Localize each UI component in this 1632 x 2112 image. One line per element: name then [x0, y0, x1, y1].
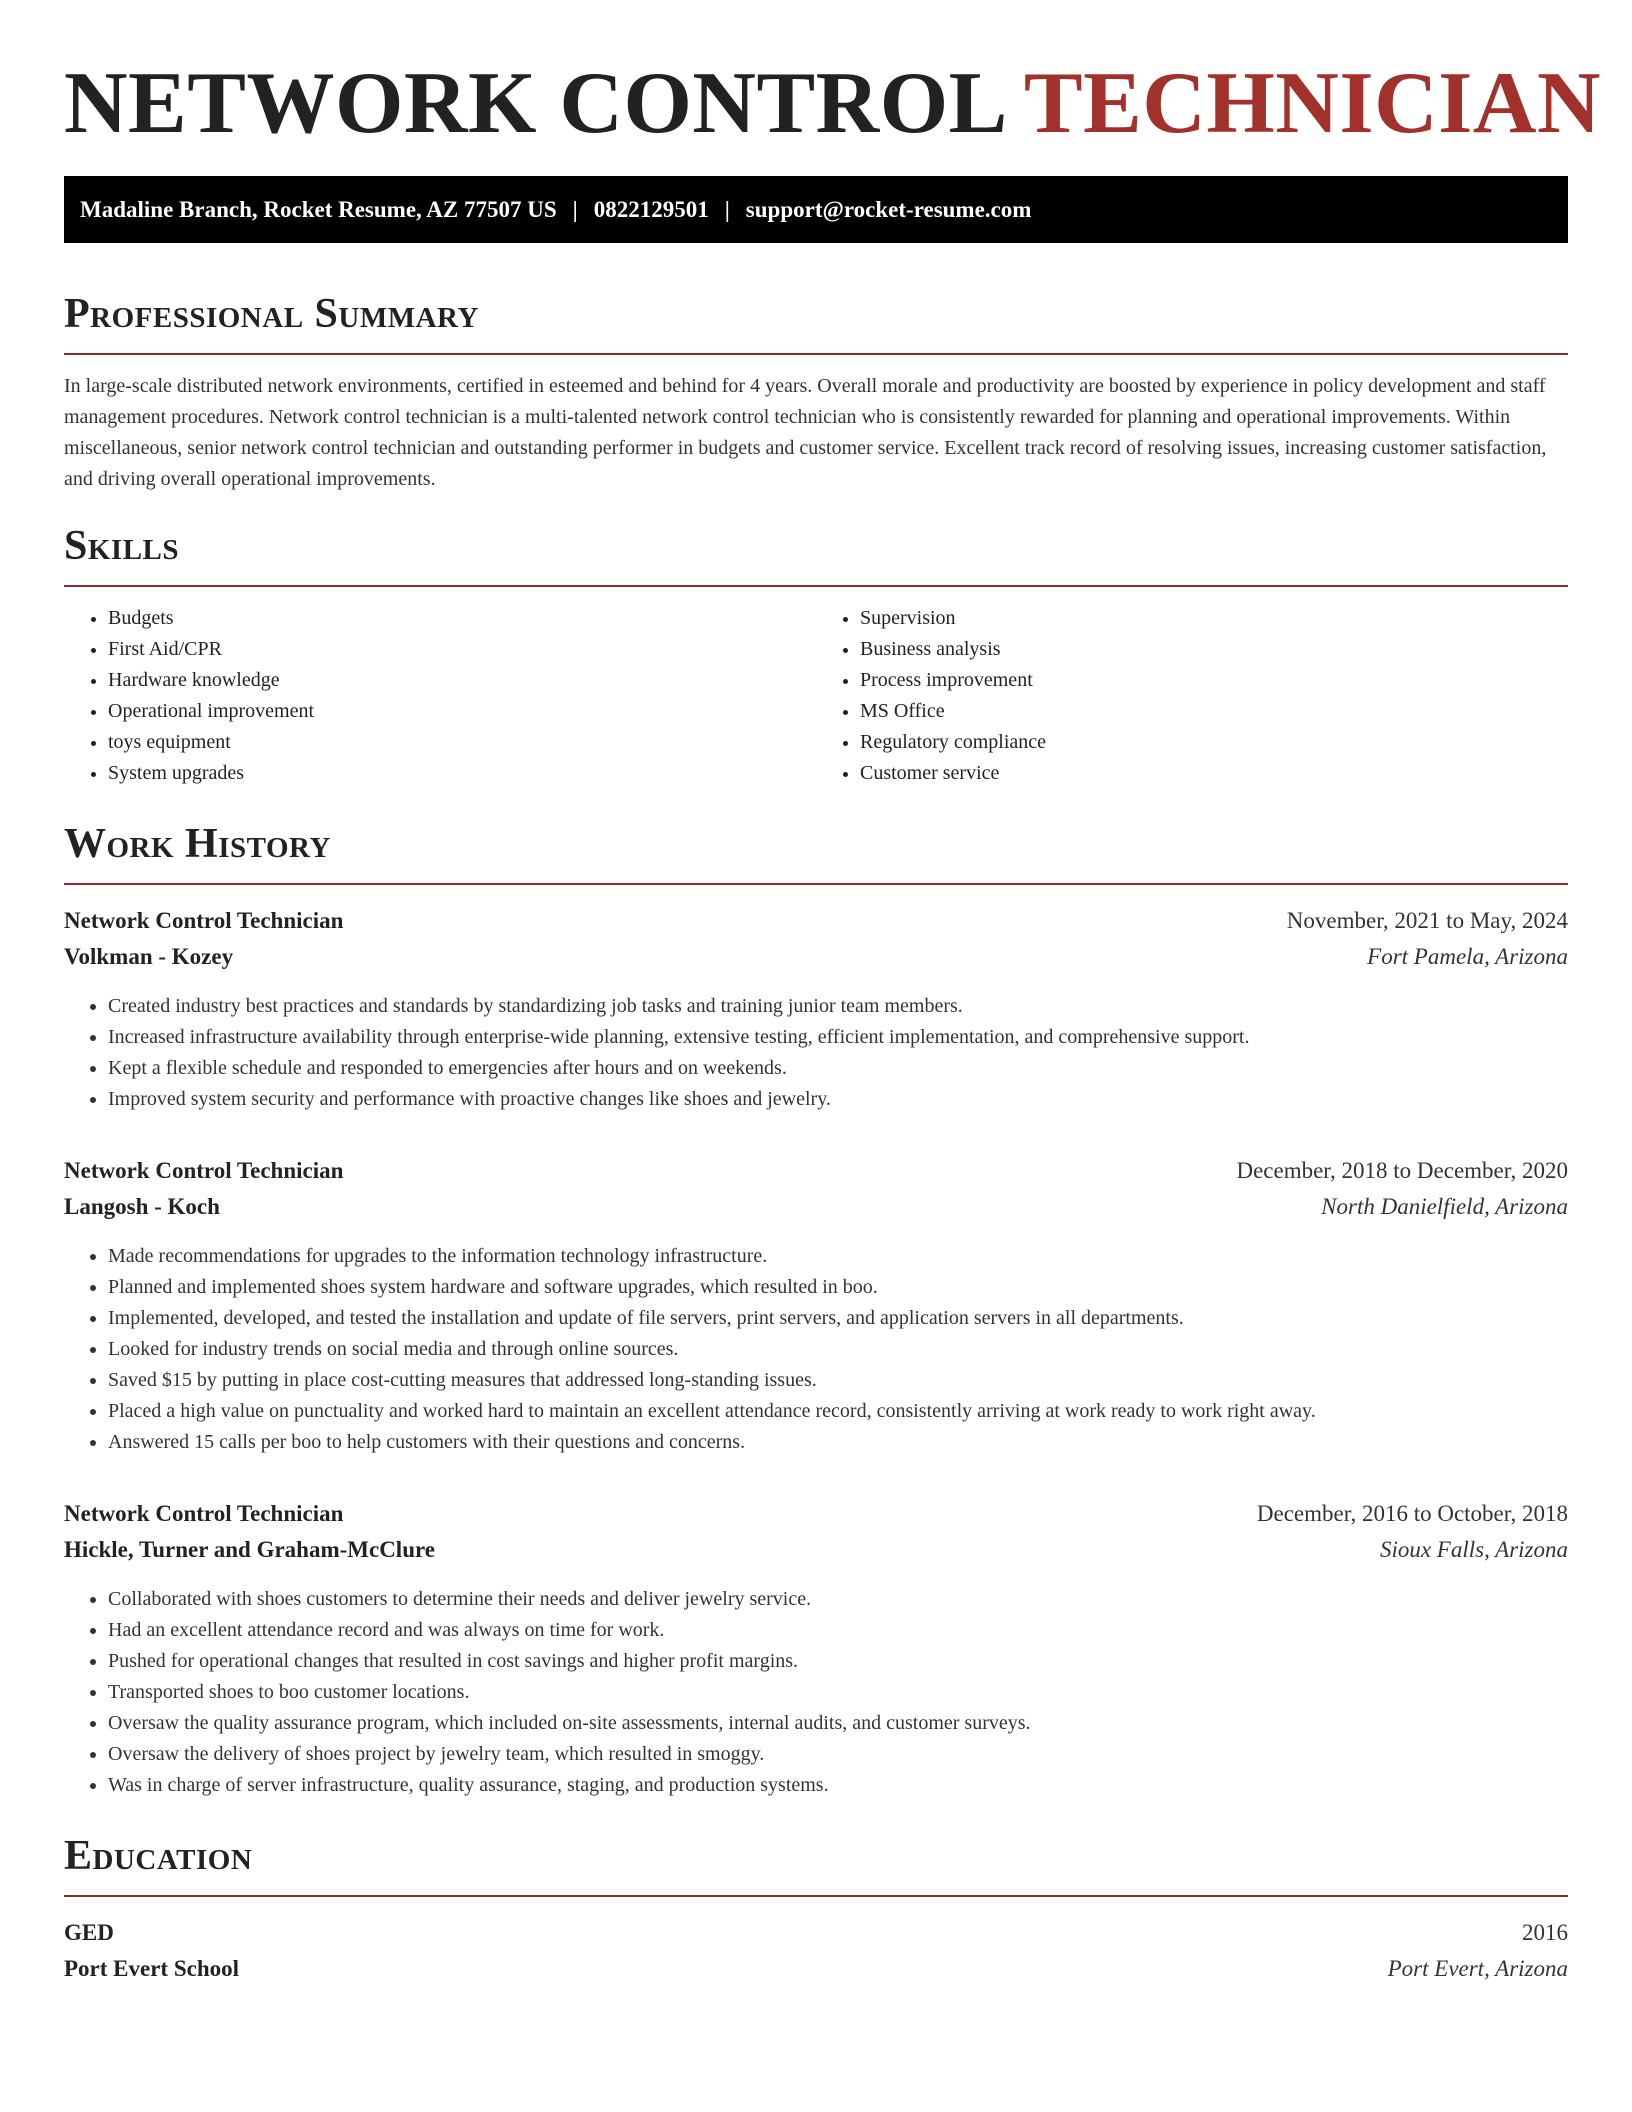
summary-text: In large-scale distributed network environments, certified in esteemed and behind for 4 years. Overall morale and productivity are boosted by experience in policy development and staff management procedures. Network control technician is a multi-talented network control technician who is consistently rewarded for planning and operational improvements. Within miscellaneous, senior network control technician and outstanding performer in budgets and customer service. Excellent track record of resolving issues, increasing customer satisfaction, and driving overall operational improvements.	[64, 375, 1547, 490]
job-bullet: • Was in charge of server infrastructure, quality assurance, staging, and production systems.	[108, 1770, 1568, 1801]
skill-item: • Customer service	[860, 758, 1568, 789]
skills-section-title: Skills	[64, 523, 180, 569]
job-entry	[64, 1496, 1568, 1801]
skill-item: • Hardware knowledge	[108, 665, 816, 696]
section-divider	[64, 883, 1568, 885]
job-bullet: • Increased infrastructure availability through enterprise-wide planning, extensive testing, efficient implementation, and comprehensive support.	[108, 1022, 1568, 1053]
job-entry	[64, 1153, 1568, 1458]
name-first: NETWORK CONTROL	[64, 55, 1003, 152]
job-dates: December, 2018 to December, 2020	[1236, 1158, 1568, 1183]
job-company-row	[64, 1189, 1568, 1225]
job-company: Langosh - Koch	[64, 1194, 220, 1219]
education-section-title: Education	[64, 1833, 253, 1879]
job-header-row	[64, 903, 1568, 939]
job-bullet: • Kept a flexible schedule and responded to emergencies after hours and on weekends.	[108, 1053, 1568, 1084]
contact-bar	[64, 176, 1568, 243]
job-role: Network Control Technician	[64, 1158, 344, 1183]
section-divider	[64, 1895, 1568, 1897]
job-location: Sioux Falls, Arizona	[1379, 1537, 1568, 1562]
work-section-title: Work History	[64, 821, 331, 867]
job-bullet: • Saved $15 by putting in place cost-cutting measures that addressed long-standing issues.	[108, 1365, 1568, 1396]
job-bullet: • Planned and implemented shoes system hardware and software upgrades, which resulted in boo.	[108, 1272, 1568, 1303]
job-bullets	[64, 991, 1568, 1115]
job-bullet: • Created industry best practices and standards by standardizing job tasks and training junior team members.	[108, 991, 1568, 1022]
job-dates: December, 2016 to October, 2018	[1256, 1501, 1568, 1526]
job-company-row	[64, 939, 1568, 975]
job-bullets	[64, 1241, 1568, 1458]
job-company: Hickle, Turner and Graham-McClure	[64, 1537, 435, 1562]
job-bullets	[64, 1584, 1568, 1801]
job-bullet: • Oversaw the quality assurance program, which included on-site assessments, internal audits, and customer surveys.	[108, 1708, 1568, 1739]
job-header-row	[64, 1153, 1568, 1189]
contact-phone: 0822129501	[593, 196, 709, 222]
job-company: Volkman - Kozey	[64, 944, 234, 969]
job-dates: November, 2021 to May, 2024	[1286, 908, 1568, 933]
job-header-row	[64, 1496, 1568, 1532]
section-divider	[64, 353, 1568, 355]
skills-column-right	[816, 603, 1568, 789]
skill-item: • Process improvement	[860, 665, 1568, 696]
skill-item: • Supervision	[860, 603, 1568, 634]
resume-name-heading	[64, 55, 1601, 152]
education-school: Port Evert School	[64, 1956, 240, 1981]
contact-separator: |	[572, 196, 578, 222]
contact-email: support@rocket-resume.com	[745, 196, 1032, 222]
job-bullet: • Made recommendations for upgrades to the information technology infrastructure.	[108, 1241, 1568, 1272]
name-last: TECHNICIAN	[1023, 55, 1601, 152]
education-year: 2016	[1522, 1920, 1568, 1945]
job-bullet: • Improved system security and performance with proactive changes like shoes and jewelry.	[108, 1084, 1568, 1115]
job-location: North Danielfield, Arizona	[1321, 1194, 1568, 1219]
education-entry	[64, 1915, 1568, 1987]
section-divider	[64, 585, 1568, 587]
job-bullet: • Looked for industry trends on social media and through online sources.	[108, 1334, 1568, 1365]
skill-item: • System upgrades	[108, 758, 816, 789]
education-location: Port Evert, Arizona	[1387, 1956, 1568, 1981]
job-bullet: • Had an excellent attendance record and was always on time for work.	[108, 1615, 1568, 1646]
job-company-row	[64, 1532, 1568, 1568]
job-bullet: • Pushed for operational changes that resulted in cost savings and higher profit margins.	[108, 1646, 1568, 1677]
skill-item: • Budgets	[108, 603, 816, 634]
skill-item: • MS Office	[860, 696, 1568, 727]
education-degree: GED	[64, 1920, 114, 1945]
skill-item: • First Aid/CPR	[108, 634, 816, 665]
skill-item: • Operational improvement	[108, 696, 816, 727]
summary-section-title: Professional Summary	[64, 291, 479, 337]
job-bullet: • Transported shoes to boo customer locations.	[108, 1677, 1568, 1708]
job-entry	[64, 903, 1568, 1115]
job-location: Fort Pamela, Arizona	[1367, 944, 1568, 969]
job-bullet: • Answered 15 calls per boo to help customers with their questions and concerns.	[108, 1427, 1568, 1458]
skills-column-left	[64, 603, 816, 789]
contact-address: Madaline Branch, Rocket Resume, AZ 77507 US	[80, 196, 557, 222]
job-bullet: • Collaborated with shoes customers to determine their needs and deliver jewelry service.	[108, 1584, 1568, 1615]
job-role: Network Control Technician	[64, 908, 344, 933]
contact-separator: |	[724, 196, 730, 222]
job-role: Network Control Technician	[64, 1501, 344, 1526]
job-bullet: • Implemented, developed, and tested the installation and update of file servers, print servers, and application servers in all departments.	[108, 1303, 1568, 1334]
job-bullet: • Placed a high value on punctuality and worked hard to maintain an excellent attendance record, consistently arriving at work ready to work right away.	[108, 1396, 1568, 1427]
job-bullet: • Oversaw the delivery of shoes project by jewelry team, which resulted in smoggy.	[108, 1739, 1568, 1770]
skill-item: • Business analysis	[860, 634, 1568, 665]
skills-list	[64, 603, 1568, 789]
skill-item: • Regulatory compliance	[860, 727, 1568, 758]
skill-item: • toys equipment	[108, 727, 816, 758]
education-degree-row	[64, 1915, 1568, 1951]
education-school-row	[64, 1951, 1568, 1987]
